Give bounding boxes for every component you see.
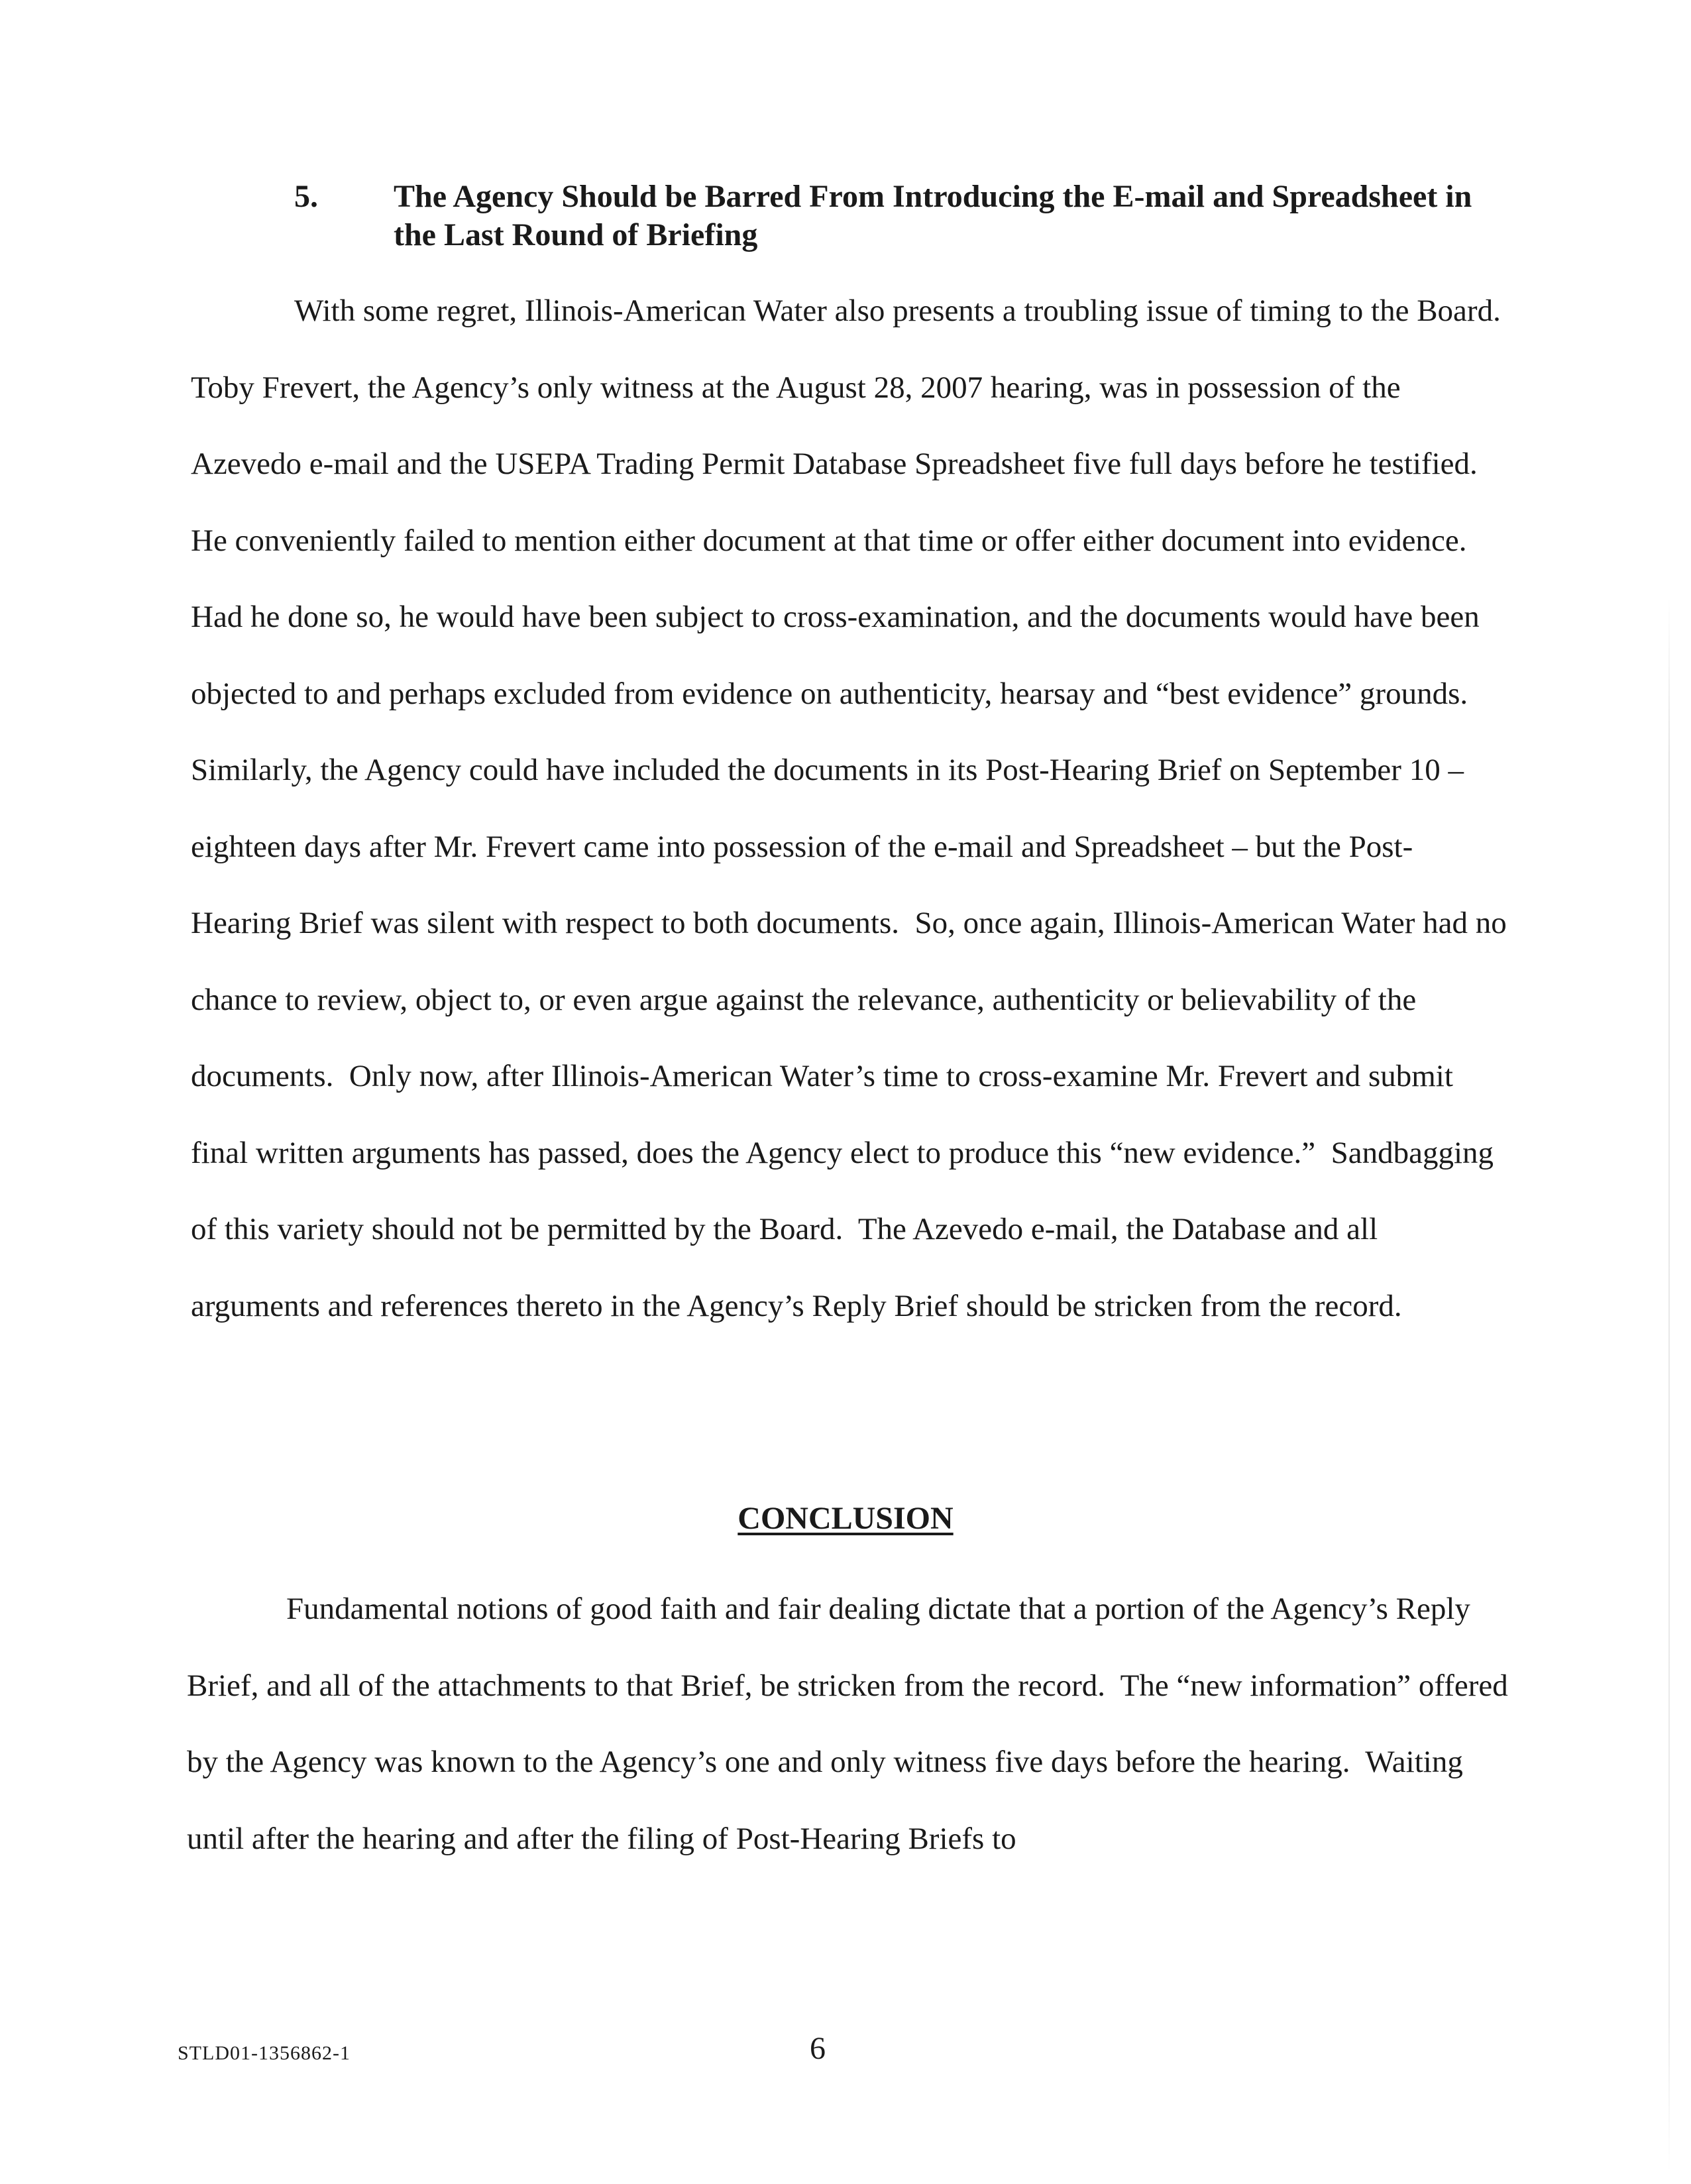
section-number: 5. bbox=[294, 179, 318, 214]
section-heading-text: The Agency Should be Barred From Introducing the E-mail and Spreadsheet in the Last Round of Briefing bbox=[394, 179, 1472, 252]
section-paragraph: With some regret, Illinois-American Water also presents a troubling issue of timing to the Board. Toby Frevert, the Agency’s only witness at the August 28, 2007 hearing, was in possession of the Azevedo e-mail and the USEPA Trading Permit Database Spreadsheet five full days before he testified. He conveniently failed to mention either document at that time or offer either document into evidence. Had he done so, he would have been subject to cross-examination, and the documents would have been objected to and perhaps excluded from evidence on authenticity, hearsay and “best evidence” grounds. Similarly, the Agency could have included the documents in its Post-Hearing Brief on September 10 – eighteen days after Mr. Frevert came into possession of the e-mail and Spreadsheet – but the Post-Hearing Brief was silent with respect to both documents. So, once again, Illinois-American Water had no chance to review, object to, or even argue against the relevance, authenticity or believability of the documents. Only now, after Illinois-American Water’s time to cross-examine Mr. Frevert and submit final written arguments has passed, does the Agency elect to produce this “new evidence.” Sandbagging of this variety should not be permitted by the Board. The Azevedo e-mail, the Database and all arguments and references thereto in the Agency’s Reply Brief should be stricken from the record. bbox=[191, 294, 1516, 1323]
conclusion-paragraph: Fundamental notions of good faith and fair dealing dictate that a portion of the Agency’s Reply Brief, and all of the attachments to that Brief, be stricken from the record. The “new information” offered by the Agency was known to the Agency’s one and only witness five days before the hearing. Waiting until after the hearing and after the filing of Post-Hearing Briefs to bbox=[187, 1592, 1516, 1856]
document-id: STLD01-1356862-1 bbox=[178, 2042, 351, 2064]
conclusion-heading: CONCLUSION bbox=[737, 1501, 954, 1536]
scan-artifact-line bbox=[1668, 596, 1670, 2173]
page-number: 6 bbox=[810, 2031, 826, 2066]
conclusion-block bbox=[187, 1571, 1516, 1877]
